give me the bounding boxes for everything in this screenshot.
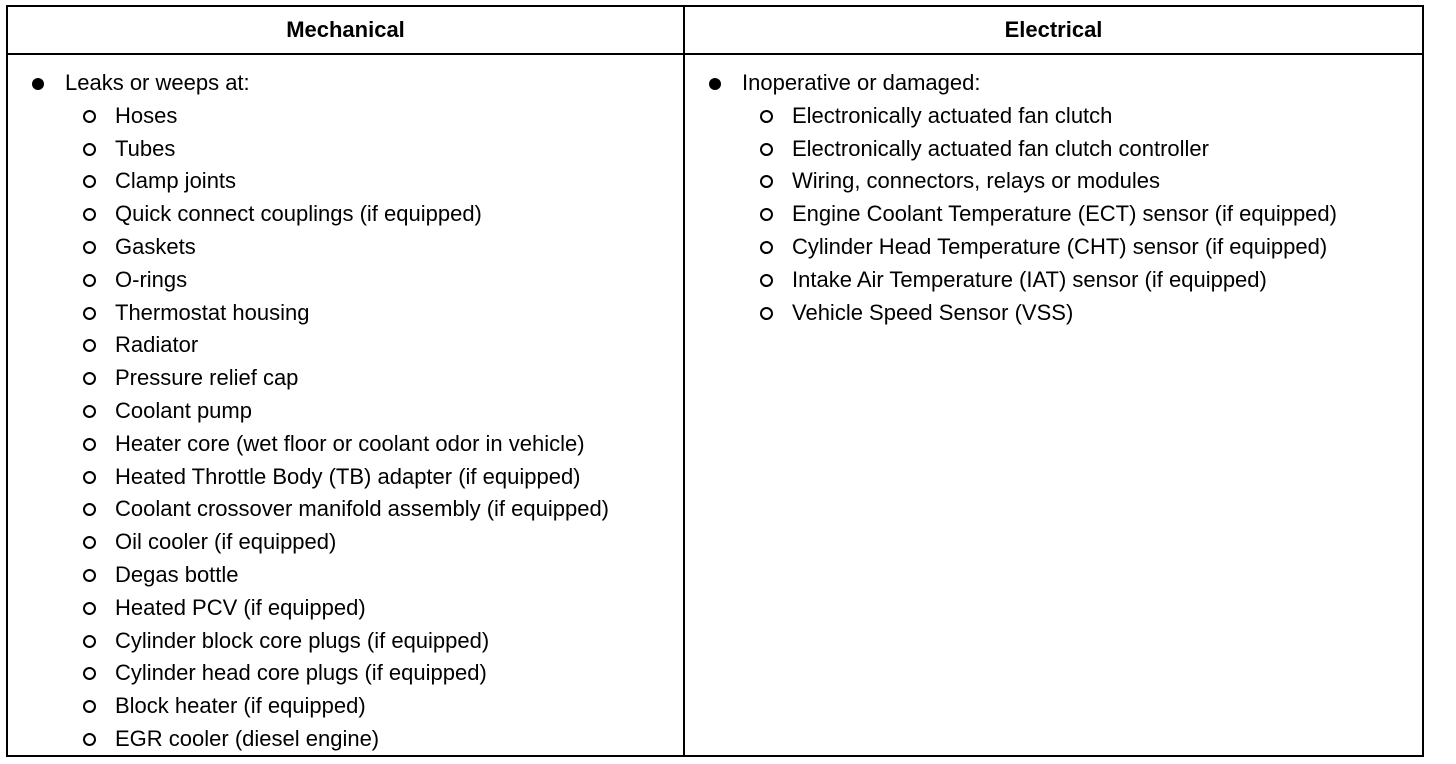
filled-bullet-icon xyxy=(32,78,44,90)
list-item xyxy=(685,100,1422,133)
list-item xyxy=(8,657,683,690)
list-item xyxy=(8,362,683,395)
hollow-bullet-icon xyxy=(83,339,96,352)
list-item xyxy=(685,264,1422,297)
item-label: Coolant crossover manifold assembly (if equipped) xyxy=(115,496,610,522)
list-item xyxy=(8,625,683,658)
list-item xyxy=(8,100,683,133)
item-label: Cylinder Head Temperature (CHT) sensor (if equipped) xyxy=(792,233,1328,259)
hollow-bullet-icon xyxy=(83,733,96,746)
hollow-bullet-icon xyxy=(760,143,773,156)
list-item xyxy=(8,198,683,231)
mechanical-cell xyxy=(8,55,685,756)
item-label: Electronically actuated fan clutch controller xyxy=(792,135,1209,161)
hollow-bullet-icon xyxy=(760,175,773,188)
item-label: Thermostat housing xyxy=(115,299,310,325)
list-item xyxy=(685,165,1422,198)
hollow-bullet-icon xyxy=(83,307,96,320)
hollow-bullet-icon xyxy=(83,405,96,418)
item-label: O-rings xyxy=(115,266,188,292)
list-item xyxy=(8,297,683,330)
mechanical-category xyxy=(8,67,683,100)
electrical-item-list xyxy=(685,100,1422,330)
item-label: Tubes xyxy=(115,135,176,161)
item-label: Pressure relief cap xyxy=(115,365,299,391)
hollow-bullet-icon xyxy=(83,175,96,188)
list-item xyxy=(685,231,1422,264)
header-electrical: Electrical xyxy=(685,7,1422,55)
mechanical-category-label: Leaks or weeps at: xyxy=(65,70,250,95)
item-label: Cylinder head core plugs (if equipped) xyxy=(115,660,487,686)
list-item xyxy=(8,165,683,198)
hollow-bullet-icon xyxy=(83,143,96,156)
mechanical-item-list xyxy=(8,100,683,756)
item-label: Clamp joints xyxy=(115,168,237,194)
item-label: Heated PCV (if equipped) xyxy=(115,594,366,620)
hollow-bullet-icon xyxy=(83,569,96,582)
item-label: Cylinder block core plugs (if equipped) xyxy=(115,627,490,653)
hollow-bullet-icon xyxy=(83,241,96,254)
list-item xyxy=(8,428,683,461)
list-item xyxy=(685,133,1422,166)
list-item xyxy=(8,133,683,166)
item-label: Gaskets xyxy=(115,233,196,259)
header-mechanical: Mechanical xyxy=(8,7,685,55)
hollow-bullet-icon xyxy=(83,635,96,648)
item-label: Heated Throttle Body (TB) adapter (if equipped) xyxy=(115,463,581,489)
item-label: Quick connect couplings (if equipped) xyxy=(115,201,482,227)
hollow-bullet-icon xyxy=(83,208,96,221)
list-item xyxy=(8,526,683,559)
electrical-category xyxy=(685,67,1422,100)
item-label: Wiring, connectors, relays or modules xyxy=(792,168,1161,194)
list-item xyxy=(8,723,683,756)
hollow-bullet-icon xyxy=(83,602,96,615)
hollow-bullet-icon xyxy=(83,438,96,451)
item-label: Heater core (wet floor or coolant odor in vehicle) xyxy=(115,430,585,456)
hollow-bullet-icon xyxy=(760,274,773,287)
list-item xyxy=(8,395,683,428)
hollow-bullet-icon xyxy=(83,110,96,123)
item-label: Vehicle Speed Sensor (VSS) xyxy=(792,299,1074,325)
list-item xyxy=(8,461,683,494)
hollow-bullet-icon xyxy=(83,503,96,516)
list-item xyxy=(8,559,683,592)
filled-bullet-icon xyxy=(709,78,721,90)
item-label: EGR cooler (diesel engine) xyxy=(115,725,380,751)
list-item xyxy=(8,493,683,526)
inspection-table xyxy=(6,5,1424,757)
electrical-category-label: Inoperative or damaged: xyxy=(742,70,981,95)
list-item xyxy=(8,231,683,264)
hollow-bullet-icon xyxy=(760,110,773,123)
item-label: Radiator xyxy=(115,332,199,358)
hollow-bullet-icon xyxy=(83,536,96,549)
item-label: Hoses xyxy=(115,102,178,128)
list-item xyxy=(8,264,683,297)
list-item xyxy=(8,329,683,362)
hollow-bullet-icon xyxy=(760,307,773,320)
hollow-bullet-icon xyxy=(83,471,96,484)
hollow-bullet-icon xyxy=(83,667,96,680)
list-item xyxy=(8,592,683,625)
hollow-bullet-icon xyxy=(83,274,96,287)
list-item xyxy=(8,690,683,723)
item-label: Engine Coolant Temperature (ECT) sensor (if equipped) xyxy=(792,201,1337,227)
item-label: Intake Air Temperature (IAT) sensor (if equipped) xyxy=(792,266,1267,292)
item-label: Block heater (if equipped) xyxy=(115,693,366,719)
list-item xyxy=(685,198,1422,231)
hollow-bullet-icon xyxy=(83,700,96,713)
electrical-cell xyxy=(685,55,1422,756)
item-label: Coolant pump xyxy=(115,397,252,423)
hollow-bullet-icon xyxy=(83,372,96,385)
hollow-bullet-icon xyxy=(760,208,773,221)
hollow-bullet-icon xyxy=(760,241,773,254)
item-label: Electronically actuated fan clutch xyxy=(792,102,1113,128)
item-label: Oil cooler (if equipped) xyxy=(115,529,337,555)
list-item xyxy=(685,297,1422,330)
item-label: Degas bottle xyxy=(115,561,239,587)
